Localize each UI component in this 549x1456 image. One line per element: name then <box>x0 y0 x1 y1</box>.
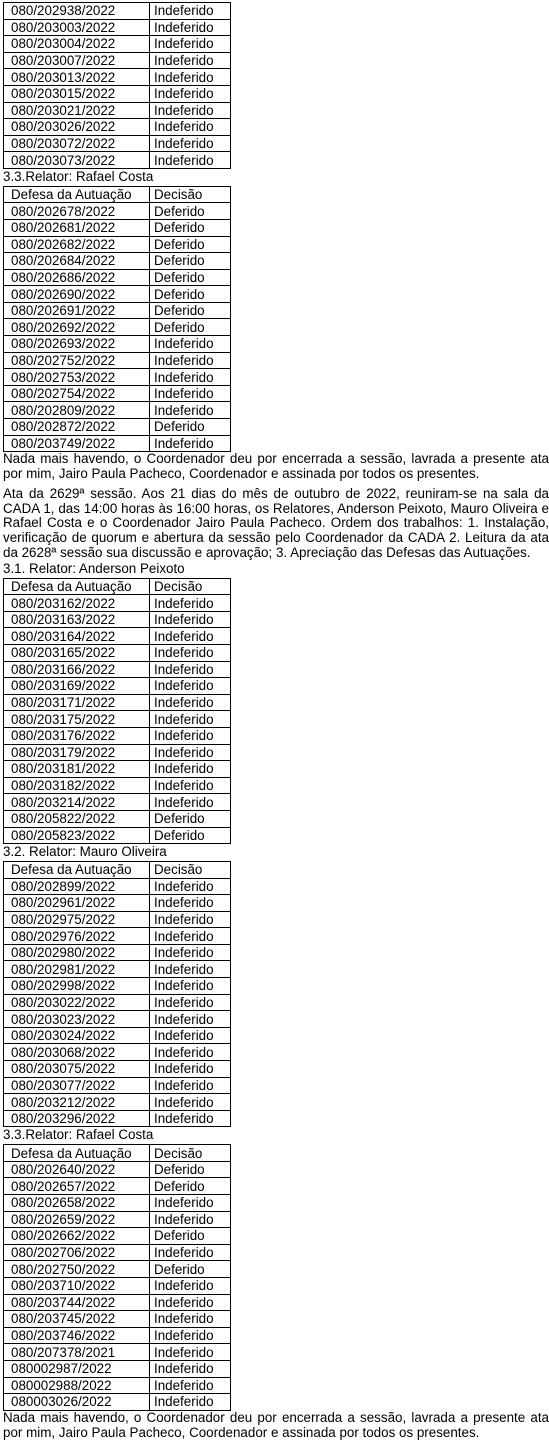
table-row <box>4 727 231 744</box>
section-heading: 3.2. Relator: Mauro Oliveira <box>3 844 167 860</box>
table-row <box>4 69 231 86</box>
decision-cell: Indeferido <box>150 611 231 628</box>
defesa-number: 080/203072/2022 <box>4 135 150 152</box>
defesa-number: 080/205823/2022 <box>4 827 150 844</box>
table-header-row <box>4 861 231 878</box>
table-row <box>4 236 231 253</box>
decision-cell: Indeferido <box>150 694 231 711</box>
header-decisao: Decisão <box>150 1145 231 1162</box>
decision-cell: Indeferido <box>150 644 231 661</box>
table-row <box>4 352 231 369</box>
decision-cell: Indeferido <box>150 85 231 102</box>
table-row <box>4 961 231 978</box>
defesa-number: 080/202938/2022 <box>4 3 150 20</box>
decision-cell: Indeferido <box>150 1277 231 1294</box>
table-row <box>4 1261 231 1278</box>
defesa-number: 080/203710/2022 <box>4 1277 150 1294</box>
table-row <box>4 694 231 711</box>
decision-cell: Deferido <box>150 1178 231 1195</box>
table-row <box>4 36 231 53</box>
decision-cell: Indeferido <box>150 1110 231 1127</box>
relator-anderson-peixoto-table <box>3 578 231 845</box>
table-row <box>4 994 231 1011</box>
defesa-number: 080/203296/2022 <box>4 1110 150 1127</box>
table-row <box>4 611 231 628</box>
defesa-number: 080002987/2022 <box>4 1360 150 1377</box>
section-heading: 3.3.Relator: Rafael Costa <box>3 168 154 184</box>
table-row <box>4 878 231 895</box>
defesa-number: 080/203007/2022 <box>4 52 150 69</box>
defesa-number: 080/202684/2022 <box>4 253 150 270</box>
defesa-number: 080/203169/2022 <box>4 678 150 695</box>
decision-cell: Indeferido <box>150 1011 231 1028</box>
defesa-number: 080/202980/2022 <box>4 944 150 961</box>
defesa-number: 080/203182/2022 <box>4 777 150 794</box>
decision-cell: Deferido <box>150 219 231 236</box>
table-row <box>4 286 231 303</box>
table-header-row <box>4 1145 231 1162</box>
decision-cell: Indeferido <box>150 711 231 728</box>
table-row <box>4 435 231 452</box>
table-row <box>4 678 231 695</box>
decision-cell: Indeferido <box>150 595 231 612</box>
defesa-number: 080/203024/2022 <box>4 1027 150 1044</box>
header-decisao: Decisão <box>150 861 231 878</box>
defesa-number: 080/203013/2022 <box>4 69 150 86</box>
defesa-number: 080/203749/2022 <box>4 435 150 452</box>
table-row <box>4 119 231 136</box>
table-row <box>4 3 231 20</box>
table-row <box>4 1377 231 1394</box>
table-row <box>4 419 231 436</box>
decision-cell: Deferido <box>150 286 231 303</box>
table-header-row <box>4 578 231 595</box>
decision-cell: Indeferido <box>150 135 231 152</box>
table-row <box>4 1161 231 1178</box>
table-row <box>4 744 231 761</box>
table-row <box>4 1344 231 1361</box>
defesa-number: 080/203021/2022 <box>4 102 150 119</box>
defesa-number: 080/203068/2022 <box>4 1044 150 1061</box>
table-row <box>4 644 231 661</box>
decision-cell: Indeferido <box>150 1211 231 1228</box>
decision-cell: Indeferido <box>150 727 231 744</box>
defesa-number: 080/203004/2022 <box>4 36 150 53</box>
decision-cell: Indeferido <box>150 878 231 895</box>
table-row <box>4 1228 231 1245</box>
defesa-number: 080/203015/2022 <box>4 85 150 102</box>
table-row <box>4 52 231 69</box>
table-row <box>4 253 231 270</box>
decision-cell: Indeferido <box>150 435 231 452</box>
table-row <box>4 369 231 386</box>
defesa-number: 080/203075/2022 <box>4 1061 150 1078</box>
defesa-number: 080/202975/2022 <box>4 911 150 928</box>
relator-costa-continued-table <box>3 2 231 169</box>
decision-cell: Deferido <box>150 253 231 270</box>
table-row <box>4 85 231 102</box>
defesa-number: 080/202658/2022 <box>4 1194 150 1211</box>
decision-cell: Deferido <box>150 319 231 336</box>
table-row <box>4 1244 231 1261</box>
decision-cell: Indeferido <box>150 744 231 761</box>
table-row <box>4 1277 231 1294</box>
defesa-number: 080/202754/2022 <box>4 385 150 402</box>
table-row <box>4 978 231 995</box>
table-row <box>4 628 231 645</box>
relator-rafael-costa-table <box>3 186 231 453</box>
decision-cell: Indeferido <box>150 119 231 136</box>
table-row <box>4 219 231 236</box>
header-defesa: Defesa da Autuação <box>4 578 150 595</box>
decision-cell: Deferido <box>150 269 231 286</box>
defesa-number: 080/202706/2022 <box>4 1244 150 1261</box>
table-row <box>4 911 231 928</box>
defesa-number: 080/203746/2022 <box>4 1327 150 1344</box>
decision-cell: Indeferido <box>150 3 231 20</box>
decision-cell: Indeferido <box>150 895 231 912</box>
table-row <box>4 19 231 36</box>
table-row <box>4 1110 231 1127</box>
section-heading: 3.1. Relator: Anderson Peixoto <box>3 560 185 576</box>
decision-cell: Indeferido <box>150 1327 231 1344</box>
defesa-number: 080/203163/2022 <box>4 611 150 628</box>
defesa-number: 080/203164/2022 <box>4 628 150 645</box>
decision-cell: Indeferido <box>150 777 231 794</box>
table-row <box>4 152 231 169</box>
closing-paragraph: Nada mais havendo, o Coordenador deu por encerrada a sessão, lavrada a presente ata por mim, Jairo Paula Pacheco, Coordenador e assinada por todos os presentes. <box>3 452 549 482</box>
table-row <box>4 661 231 678</box>
defesa-number: 080/202682/2022 <box>4 236 150 253</box>
decision-cell: Indeferido <box>150 1360 231 1377</box>
decision-cell: Indeferido <box>150 1244 231 1261</box>
table-row <box>4 203 231 220</box>
table-row <box>4 402 231 419</box>
defesa-number: 080/202690/2022 <box>4 286 150 303</box>
decision-cell: Indeferido <box>150 369 231 386</box>
table-row <box>4 1360 231 1377</box>
decision-cell: Indeferido <box>150 1377 231 1394</box>
decision-cell: Indeferido <box>150 102 231 119</box>
table-row <box>4 135 231 152</box>
table-row <box>4 827 231 844</box>
defesa-number: 080/207378/2021 <box>4 1344 150 1361</box>
decision-cell: Indeferido <box>150 794 231 811</box>
decision-cell: Indeferido <box>150 1194 231 1211</box>
defesa-number: 080/202976/2022 <box>4 928 150 945</box>
decision-cell: Indeferido <box>150 661 231 678</box>
decision-cell: Indeferido <box>150 69 231 86</box>
table-row <box>4 761 231 778</box>
table-row <box>4 1044 231 1061</box>
defesa-number: 080/203003/2022 <box>4 19 150 36</box>
defesa-number: 080/202961/2022 <box>4 895 150 912</box>
table-row <box>4 895 231 912</box>
table-row <box>4 385 231 402</box>
defesa-number: 080/202640/2022 <box>4 1161 150 1178</box>
header-defesa: Defesa da Autuação <box>4 186 150 203</box>
defesa-number: 080/203176/2022 <box>4 727 150 744</box>
defesa-number: 080/203745/2022 <box>4 1311 150 1328</box>
defesa-number: 080/202753/2022 <box>4 369 150 386</box>
table-row <box>4 777 231 794</box>
table-row <box>4 269 231 286</box>
table-row <box>4 1327 231 1344</box>
decision-cell: Indeferido <box>150 1344 231 1361</box>
decision-cell: Indeferido <box>150 1077 231 1094</box>
defesa-number: 080/203073/2022 <box>4 152 150 169</box>
defesa-number: 080/203181/2022 <box>4 761 150 778</box>
defesa-number: 080/203022/2022 <box>4 994 150 1011</box>
table-row <box>4 944 231 961</box>
defesa-number: 080/202998/2022 <box>4 978 150 995</box>
defesa-number: 080/203077/2022 <box>4 1077 150 1094</box>
table-row <box>4 336 231 353</box>
defesa-number: 080/203744/2022 <box>4 1294 150 1311</box>
decision-cell: Indeferido <box>150 1311 231 1328</box>
decision-cell: Indeferido <box>150 628 231 645</box>
header-defesa: Defesa da Autuação <box>4 1145 150 1162</box>
table-row <box>4 1027 231 1044</box>
relator-rafael-costa-table-2 <box>3 1144 231 1411</box>
defesa-number: 080/202691/2022 <box>4 302 150 319</box>
table-header-row <box>4 186 231 203</box>
table-row <box>4 302 231 319</box>
decision-cell: Indeferido <box>150 1027 231 1044</box>
defesa-number: 080/202659/2022 <box>4 1211 150 1228</box>
session-intro-paragraph: Ata da 2629ª sessão. Aos 21 dias do mês de outubro de 2022, reuniram-se na sala da CADA 1, das 14:00 horas às 16:00 horas, os Relatores, Anderson Peixoto, Mauro Oliveira e Rafael Costa e o Coordenador Jairo Paula Pacheco. Ordem dos trabalhos: 1. Instalação, verificação de quorum e abertura da sessão pelo Coordenador da CADA 2. Leitura da ata da 2628ª sessão sua discussão e aprovação; 3. Apreciação das Defesas das Autuações. <box>3 486 549 561</box>
relator-mauro-oliveira-table <box>3 861 231 1128</box>
decision-cell: Indeferido <box>150 352 231 369</box>
table-row <box>4 1061 231 1078</box>
decision-cell: Indeferido <box>150 944 231 961</box>
decision-cell: Indeferido <box>150 152 231 169</box>
table-row <box>4 928 231 945</box>
defesa-number: 080/203179/2022 <box>4 744 150 761</box>
defesa-number: 080/205822/2022 <box>4 810 150 827</box>
defesa-number: 080/202692/2022 <box>4 319 150 336</box>
defesa-number: 080/203162/2022 <box>4 595 150 612</box>
defesa-number: 080/202752/2022 <box>4 352 150 369</box>
table-row <box>4 595 231 612</box>
decision-cell: Indeferido <box>150 978 231 995</box>
decision-cell: Deferido <box>150 1161 231 1178</box>
decision-cell: Indeferido <box>150 1044 231 1061</box>
decision-cell: Indeferido <box>150 385 231 402</box>
defesa-number: 080/202750/2022 <box>4 1261 150 1278</box>
decision-cell: Indeferido <box>150 761 231 778</box>
defesa-number: 080/202662/2022 <box>4 1228 150 1245</box>
decision-cell: Indeferido <box>150 961 231 978</box>
defesa-number: 080/202872/2022 <box>4 419 150 436</box>
defesa-number: 080/203165/2022 <box>4 644 150 661</box>
decision-cell: Deferido <box>150 1228 231 1245</box>
decision-cell: Indeferido <box>150 928 231 945</box>
decision-cell: Deferido <box>150 419 231 436</box>
defesa-number: 080/202686/2022 <box>4 269 150 286</box>
decision-cell: Indeferido <box>150 336 231 353</box>
decision-cell: Deferido <box>150 302 231 319</box>
decision-cell: Deferido <box>150 236 231 253</box>
decision-cell: Indeferido <box>150 911 231 928</box>
table-row <box>4 794 231 811</box>
defesa-number: 080/203214/2022 <box>4 794 150 811</box>
defesa-number: 080/202981/2022 <box>4 961 150 978</box>
table-row <box>4 1394 231 1411</box>
defesa-number: 080002988/2022 <box>4 1377 150 1394</box>
decision-cell: Indeferido <box>150 36 231 53</box>
decision-cell: Deferido <box>150 203 231 220</box>
table-row <box>4 1294 231 1311</box>
closing-paragraph: Nada mais havendo, o Coordenador deu por encerrada a sessão, lavrada a presente ata por mim, Jairo Paula Pacheco, Coordenador e assinada por todos os presentes. <box>3 1410 549 1440</box>
document-page <box>3 2 549 1440</box>
table-row <box>4 1311 231 1328</box>
defesa-number: 080/203026/2022 <box>4 119 150 136</box>
table-row <box>4 711 231 728</box>
decision-cell: Indeferido <box>150 52 231 69</box>
header-decisao: Decisão <box>150 578 231 595</box>
decision-cell: Indeferido <box>150 678 231 695</box>
defesa-number: 080/203171/2022 <box>4 694 150 711</box>
decision-cell: Indeferido <box>150 994 231 1011</box>
table-row <box>4 1094 231 1111</box>
table-row <box>4 1194 231 1211</box>
decision-cell: Deferido <box>150 1261 231 1278</box>
decision-cell: Deferido <box>150 827 231 844</box>
defesa-number: 080/203023/2022 <box>4 1011 150 1028</box>
table-row <box>4 810 231 827</box>
decision-cell: Indeferido <box>150 1394 231 1411</box>
table-row <box>4 319 231 336</box>
table-row <box>4 1077 231 1094</box>
table-row <box>4 102 231 119</box>
defesa-number: 080/202678/2022 <box>4 203 150 220</box>
defesa-number: 080/203175/2022 <box>4 711 150 728</box>
defesa-number: 080/203212/2022 <box>4 1094 150 1111</box>
defesa-number: 080/202899/2022 <box>4 878 150 895</box>
table-row <box>4 1211 231 1228</box>
section-heading: 3.3.Relator: Rafael Costa <box>3 1127 154 1143</box>
table-row <box>4 1178 231 1195</box>
decision-cell: Indeferido <box>150 19 231 36</box>
table-row <box>4 1011 231 1028</box>
defesa-number: 080/202681/2022 <box>4 219 150 236</box>
defesa-number: 080/202657/2022 <box>4 1178 150 1195</box>
header-decisao: Decisão <box>150 186 231 203</box>
decision-cell: Indeferido <box>150 1061 231 1078</box>
decision-cell: Indeferido <box>150 402 231 419</box>
defesa-number: 080/203166/2022 <box>4 661 150 678</box>
defesa-number: 080/202693/2022 <box>4 336 150 353</box>
defesa-number: 080/202809/2022 <box>4 402 150 419</box>
header-defesa: Defesa da Autuação <box>4 861 150 878</box>
decision-cell: Deferido <box>150 810 231 827</box>
decision-cell: Indeferido <box>150 1094 231 1111</box>
decision-cell: Indeferido <box>150 1294 231 1311</box>
defesa-number: 080003026/2022 <box>4 1394 150 1411</box>
